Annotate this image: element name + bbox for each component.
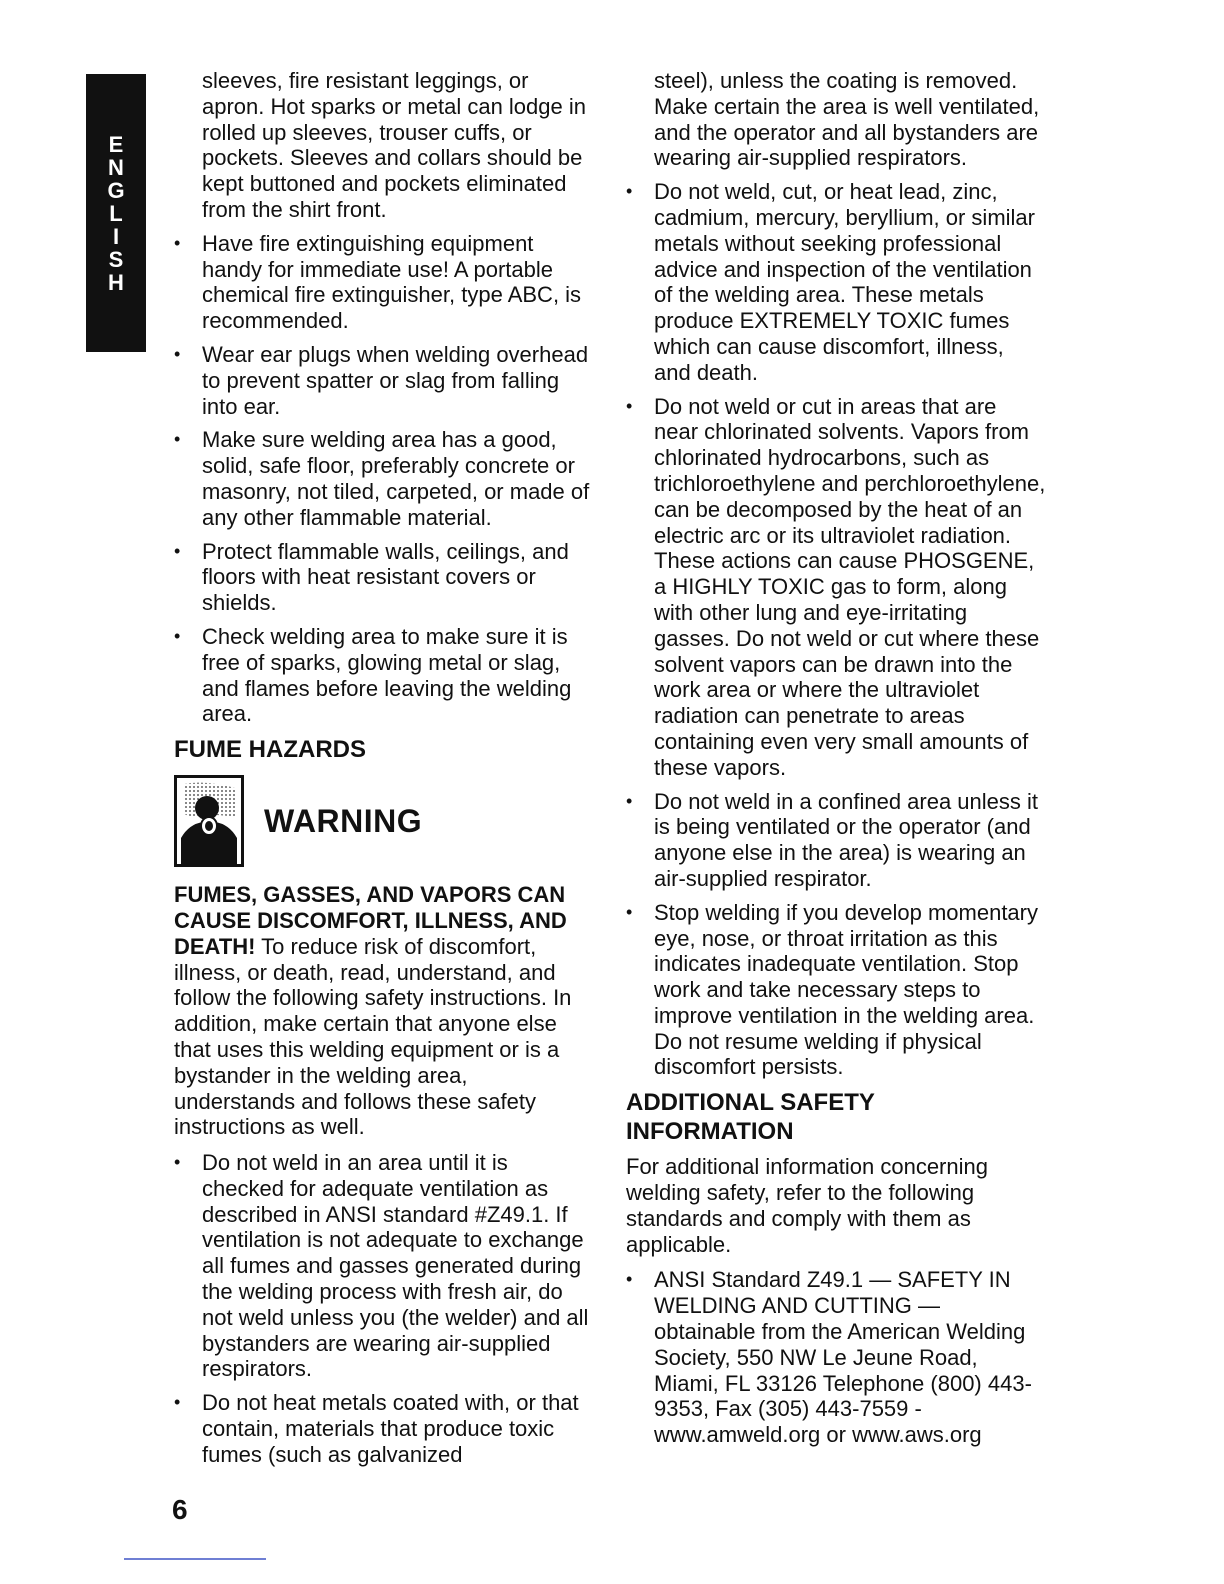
- bullet-icon: •: [174, 1152, 181, 1173]
- bullet-icon: •: [174, 232, 181, 253]
- section-heading-additional-safety: ADDITIONAL SAFETY INFORMATION: [626, 1089, 875, 1146]
- toxic-metals-list: [626, 179, 1046, 1080]
- list-item: • Do not weld, cut, or heat lead, zinc, cadmium, mercury, beryllium, or similar metals without seeking professional advice and inspection of the ventilation of the welding area. These metals produce EXTREMELY TOXIC fumes which can cause discomfort, illness, and death.: [626, 179, 1035, 385]
- ventilation-list: [174, 1150, 594, 1468]
- list-item: • Make sure welding area has a good, solid, safe floor, preferably concrete or masonry, not tiled, carpeted, or made of any other flammable material.: [174, 427, 590, 530]
- tab-letter: G: [107, 177, 125, 203]
- warning-label: WARNING: [264, 802, 423, 839]
- bullet-icon: •: [626, 790, 633, 811]
- warning-body: To reduce risk of discomfort, illness, or death, read, understand, and follow the following safety instructions. In addition, make certain that anyone else that uses this welding equipment or is a bystander in the welding area, understands and follows these safety instructions as well.: [174, 933, 572, 1140]
- language-side-tab: [86, 74, 146, 352]
- page-number: 6: [172, 1494, 188, 1525]
- list-item: • Do not weld or cut in areas that are near chlorinated solvents. Vapors from chlorinated hydrocarbons, such as trichloroethylene and perchloroethylene, can be decomposed by the heat of an electric arc or its ultraviolet radiation. These actions can cause PHOSGENE, a HIGHLY TOXIC gas to form, along with other lung and eye-irritating gasses. Do not weld or cut where these solvent vapors can be drawn into the work area or where the ultraviolet radiation can penetrate to areas containing even very small amounts of these vapors.: [626, 393, 1046, 780]
- bullet-icon: •: [174, 625, 181, 646]
- section-heading-fume-hazards: FUME HAZARDS: [174, 736, 366, 764]
- list-item: • Have fire extinguishing equipment handy for immediate use! A portable chemical fire extinguisher, type ABC, is recommended.: [174, 230, 582, 334]
- right-column: [626, 68, 1046, 1456]
- standards-intro: For additional information concerning welding safety, refer to the following standards and comply with them as applicable.: [626, 1154, 988, 1257]
- list-item: • Do not weld in an area until it is checked for adequate ventilation as described in ANSI standard #Z49.1. If ventilation is not adequate to exchange all fumes and gasses generated during the welding process with fresh air, do not weld unless you (the welder) and all bystanders are wearing air-supplied respirators.: [174, 1150, 589, 1382]
- tab-letter: E: [108, 131, 124, 157]
- continued-paragraph: sleeves, fire resistant leggings, or apron. Hot sparks or metal can lodge in rolled up sleeves, trouser cuffs, or pockets. Sleeves and collars should be kept buttoned and pockets eliminated from the shirt front.: [202, 68, 586, 222]
- warning-paragraph: [174, 882, 594, 1140]
- bullet-icon: •: [626, 901, 633, 922]
- list-item: • Do not heat metals coated with, or that contain, materials that produce toxic fumes (such as galvanized: [174, 1390, 579, 1467]
- tab-letter: H: [108, 269, 124, 295]
- left-column: [174, 68, 594, 1476]
- tab-letter: L: [109, 200, 123, 226]
- bullet-icon: •: [626, 1269, 633, 1290]
- bullet-icon: •: [174, 429, 181, 450]
- list-item: • Stop welding if you develop momentary eye, nose, or throat irritation as this indicates inadequate ventilation. Stop work and take necessary steps to improve ventilation in the welding area. Do not resume welding if physical discomfort persists.: [626, 899, 1038, 1080]
- warning-banner: [174, 772, 594, 870]
- list-item: • Wear ear plugs when welding overhead to prevent spatter or slag from falling into ear.: [174, 341, 589, 419]
- footer-divider: [124, 1558, 266, 1560]
- continued-paragraph: steel), unless the coating is removed. Make certain the area is well ventilated, and the operator and all bystanders are wearing air-supplied respirators.: [654, 68, 1040, 171]
- bullet-icon: •: [626, 181, 633, 202]
- bullet-icon: •: [174, 343, 181, 364]
- respirator-hazard-icon: [174, 775, 244, 867]
- standards-list: [626, 1267, 1046, 1448]
- tab-letter: I: [112, 223, 120, 249]
- bullet-icon: •: [626, 395, 633, 416]
- bullet-icon: •: [174, 540, 181, 561]
- list-item: • Do not weld in a confined area unless it is being ventilated or the operator (and anyone else in the area) is wearing an air-supplied respirator.: [626, 788, 1039, 891]
- list-item: • Protect flammable walls, ceilings, and floors with heat resistant covers or shields.: [174, 538, 569, 616]
- list-item: • Check welding area to make sure it is free of sparks, glowing metal or slag, and flames before leaving the welding area.: [174, 623, 572, 727]
- tab-letter: S: [108, 246, 124, 272]
- tab-letter: N: [108, 154, 124, 180]
- warning-emphasis: FUMES, GASSES, AND VAPORS CAN CAUSE DISCOMFORT, ILLNESS, AND DEATH!: [174, 882, 567, 959]
- fire-safety-list: [174, 231, 594, 727]
- list-item: • ANSI Standard Z49.1 — SAFETY IN WELDING AND CUTTING — obtainable from the American Welding Society, 550 NW Le Jeune Road, Miami, FL 33126 Telephone (800) 443-9353, Fax (305) 443-7559 - www.amweld.org or www.aws.org: [626, 1267, 1032, 1448]
- bullet-icon: •: [174, 1392, 181, 1413]
